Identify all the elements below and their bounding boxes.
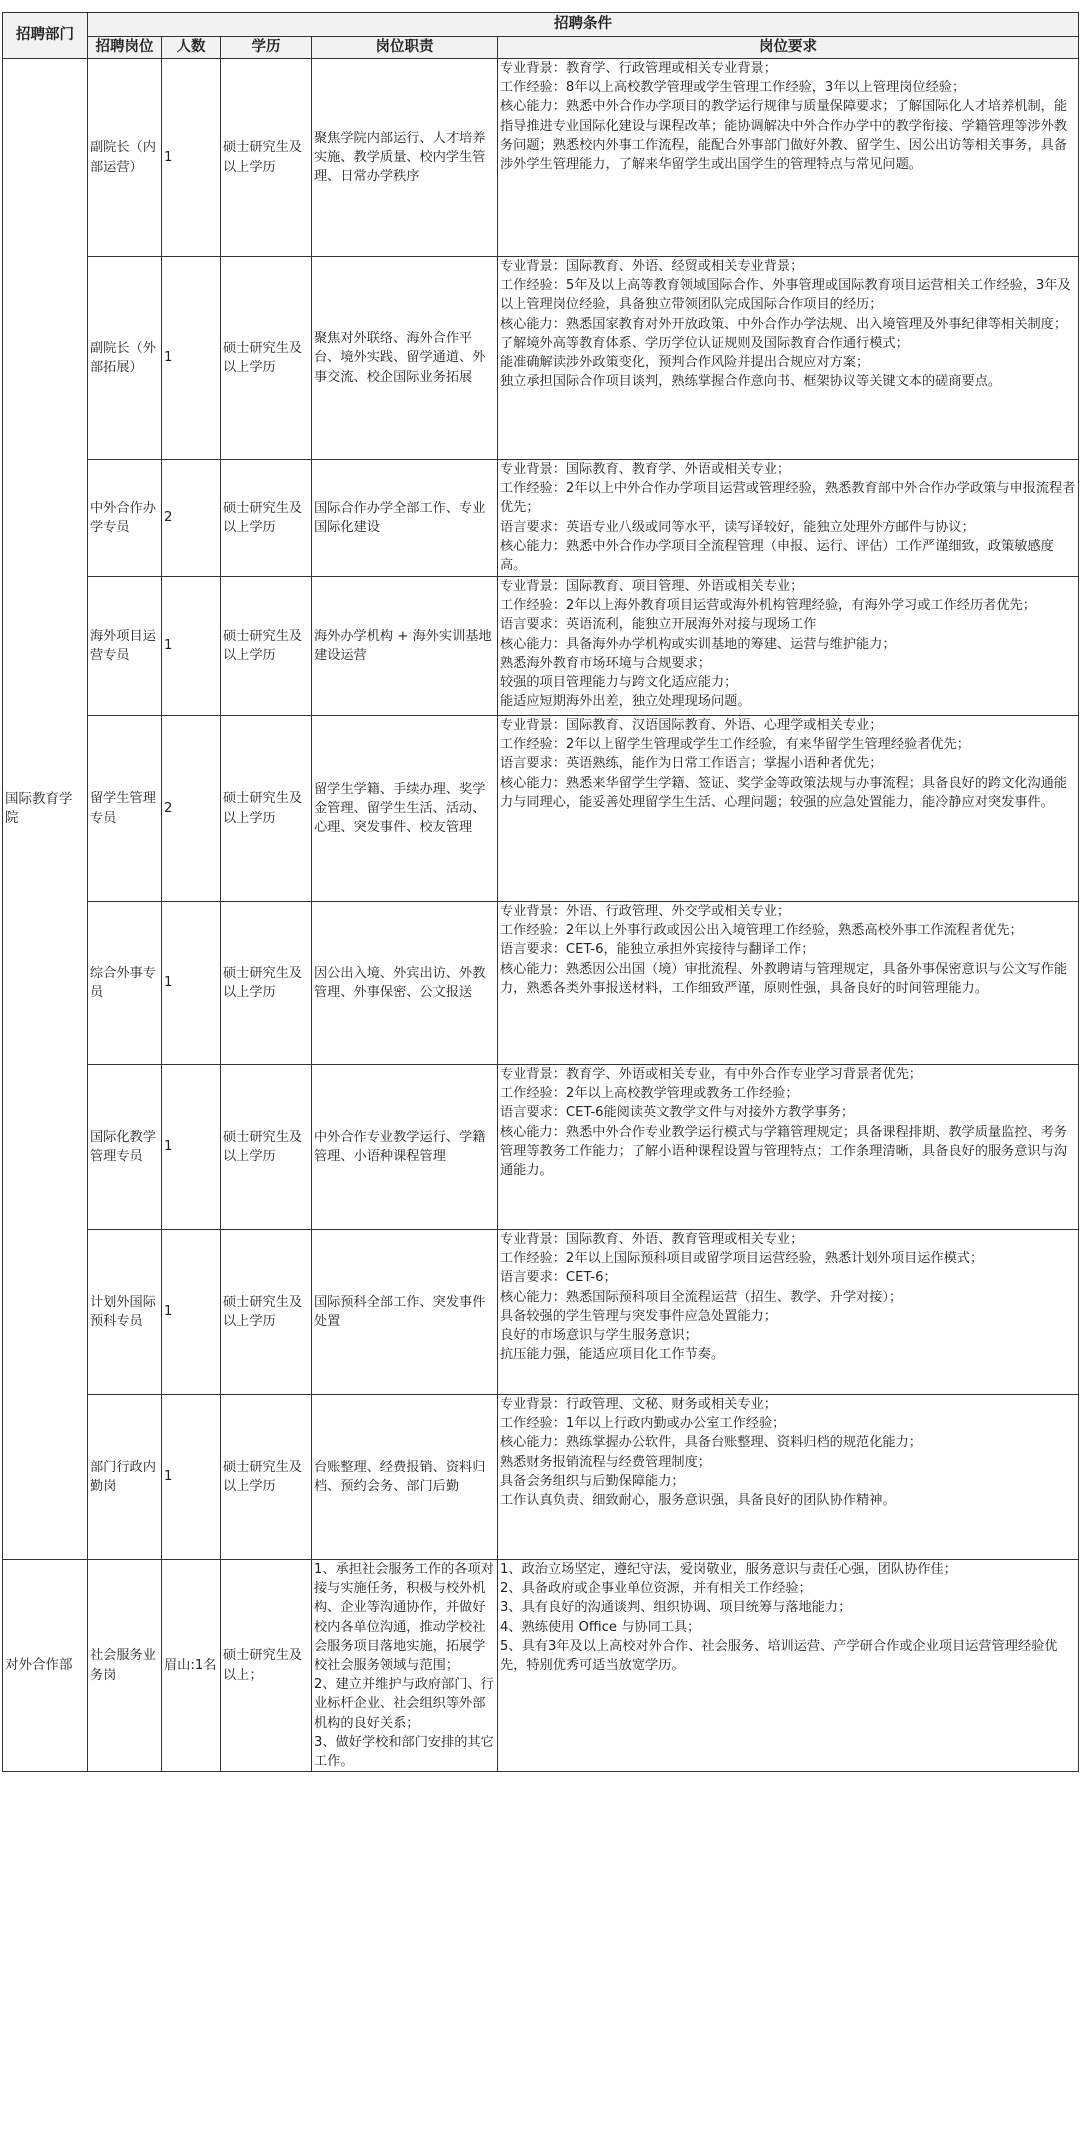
requirement-line: 语言要求：英语熟练，能作为日常工作语言；掌握小语种者优先； bbox=[500, 756, 883, 772]
requirements-cell bbox=[498, 716, 1079, 902]
duties-cell: 聚焦对外联络、海外合作平台、境外实践、留学通道、外事交流、校企国际业务拓展 bbox=[312, 257, 498, 460]
requirement-line: 核心能力：具备海外办学机构或实训基地的筹建、运营与维护能力； bbox=[500, 636, 896, 652]
requirement-line: 抗压能力强，能适应项目化工作节奏。 bbox=[500, 1347, 725, 1363]
requirement-line: 良好的市场意识与学生服务意识； bbox=[500, 1328, 698, 1344]
position-cell: 综合外事专员 bbox=[88, 902, 162, 1065]
education-cell: 硕士研究生及以上学历 bbox=[221, 1230, 312, 1395]
position-cell: 中外合作办学专员 bbox=[88, 460, 162, 577]
duties-cell: 聚焦学院内部运行、人才培养实施、教学质量、校内学生管理、日常办学秩序 bbox=[312, 59, 498, 257]
requirement-line: 工作经验：8年以上高校教学管理或学生管理工作经验，3年以上管理岗位经验； bbox=[500, 80, 966, 96]
duty-line: 3、做好学校和部门安排的其它工作。 bbox=[314, 1734, 494, 1770]
education-cell: 硕士研究生及以上学历 bbox=[221, 257, 312, 460]
requirement-line: 核心能力：熟悉国家教育对外开放政策、中外合作办学法规、出入境管理及外事纪律等相关制度； bbox=[500, 316, 1068, 332]
duties-cell: 留学生学籍、手续办理、奖学金管理、留学生生活、活动、心理、突发事件、校友管理 bbox=[312, 716, 498, 902]
position-cell: 计划外国际预科专员 bbox=[88, 1230, 162, 1395]
table-row bbox=[3, 257, 1079, 460]
count-cell: 眉山:1名 bbox=[162, 1560, 221, 1772]
requirement-line: 专业背景：国际教育、教育学、外语或相关专业； bbox=[500, 462, 791, 477]
education-cell: 硕士研究生及以上学历 bbox=[221, 59, 312, 257]
requirement-line: 独立承担国际合作项目谈判，熟练掌握合作意向书、框架协议等关键文本的磋商要点。 bbox=[500, 374, 1002, 390]
table-row bbox=[3, 1230, 1079, 1395]
table-row bbox=[3, 1065, 1079, 1230]
requirement-line: 专业背景：外语、行政管理、外交学或相关专业； bbox=[500, 904, 791, 919]
requirement-line: 工作经验：2年以上国际预科项目或留学项目运营经验，熟悉计划外项目运作模式； bbox=[500, 1251, 984, 1267]
table-row bbox=[3, 716, 1079, 902]
education-cell: 硕士研究生及以上； bbox=[221, 1560, 312, 1772]
requirement-line: 核心能力：熟练掌握办公软件，具备台账整理、资料归档的规范化能力； bbox=[500, 1435, 922, 1451]
requirement-line: 核心能力：熟悉因公出国（境）审批流程、外教聘请与管理规定，具备外事保密意识与公文写作能力，熟悉各类外事报送材料，工作细致严谨，原则性强，具备良好的时间管理能力。 bbox=[500, 961, 1068, 996]
table-row bbox=[3, 902, 1079, 1065]
requirement-line: 专业背景：国际教育、外语、经贸或相关专业背景； bbox=[500, 259, 804, 274]
requirements-cell bbox=[498, 1065, 1079, 1230]
header-education: 学历 bbox=[221, 37, 312, 59]
position-cell: 部门行政内勤岗 bbox=[88, 1395, 162, 1560]
requirement-line: 核心能力：熟悉中外合作办学项目全流程管理（申报、运行、评估）工作严谨细致，政策敏感度高。 bbox=[500, 538, 1054, 574]
requirement-line: 4、熟练使用 Office 与协同工具； bbox=[500, 1619, 701, 1635]
requirements-cell bbox=[498, 59, 1079, 257]
requirement-line: 语言要求：CET-6，能独立承担外宾接待与翻译工作； bbox=[500, 942, 815, 958]
requirement-line: 能准确解读涉外政策变化，预判合作风险并提出合规应对方案； bbox=[500, 355, 870, 371]
header-requirements: 岗位要求 bbox=[498, 37, 1079, 59]
table-row bbox=[3, 1560, 1079, 1772]
requirement-line: 专业背景：国际教育、汉语国际教育、外语、心理学或相关专业； bbox=[500, 718, 883, 733]
dept-cell: 对外合作部 bbox=[3, 1560, 88, 1772]
count-cell: 1 bbox=[162, 577, 221, 716]
requirement-line: 语言要求：CET-6； bbox=[500, 1270, 617, 1286]
duties-cell bbox=[312, 1560, 498, 1772]
requirement-line: 具备较强的学生管理与突发事件应急处置能力； bbox=[500, 1308, 777, 1324]
requirement-line: 了解境外高等教育体系、学历学位认证规则及国际教育合作通行模式； bbox=[500, 335, 909, 351]
requirements-cell bbox=[498, 577, 1079, 716]
duties-cell: 国际合作办学全部工作、专业国际化建设 bbox=[312, 460, 498, 577]
duties-cell: 中外合作专业教学运行、学籍管理、小语种课程管理 bbox=[312, 1065, 498, 1230]
position-cell: 社会服务业务岗 bbox=[88, 1560, 162, 1772]
requirement-line: 专业背景：行政管理、文秘、财务或相关专业； bbox=[500, 1397, 777, 1412]
requirement-line: 工作认真负责、细致耐心，服务意识强，具备良好的团队协作精神。 bbox=[500, 1493, 896, 1509]
duty-line: 1、承担社会服务工作的各项对接与实施任务，积极与校外机构、企业等沟通协作，并做好校内各单位沟通，推动学校社会服务项目落地实施，拓展学校社会服务领域与范围； bbox=[314, 1562, 494, 1674]
requirement-line: 专业背景：国际教育、外语、教育管理或相关专业； bbox=[500, 1232, 804, 1247]
count-cell: 1 bbox=[162, 1395, 221, 1560]
education-cell: 硕士研究生及以上学历 bbox=[221, 577, 312, 716]
education-cell: 硕士研究生及以上学历 bbox=[221, 716, 312, 902]
requirement-line: 具备会务组织与后勤保障能力； bbox=[500, 1473, 685, 1489]
requirement-line: 专业背景：教育学、外语或相关专业，有中外合作专业学习背景者优先； bbox=[500, 1067, 922, 1082]
requirement-line: 专业背景：国际教育、项目管理、外语或相关专业； bbox=[500, 579, 804, 594]
count-cell: 1 bbox=[162, 1065, 221, 1230]
duties-cell: 因公出入境、外宾出访、外教管理、外事保密、公文报送 bbox=[312, 902, 498, 1065]
table-row bbox=[3, 460, 1079, 577]
requirements-cell bbox=[498, 1230, 1079, 1395]
recruitment-table bbox=[2, 12, 1079, 1772]
count-cell: 1 bbox=[162, 59, 221, 257]
header-position: 招聘岗位 bbox=[88, 37, 162, 59]
requirement-line: 工作经验：2年以上高校教学管理或教务工作经验； bbox=[500, 1086, 799, 1102]
count-cell: 1 bbox=[162, 1230, 221, 1395]
requirement-line: 工作经验：2年以上中外合作办学项目运营或管理经验，熟悉教育部中外合作办学政策与申报流程者优先； bbox=[500, 481, 1076, 516]
requirement-line: 3、具有良好的沟通谈判、组织协调、项目统筹与落地能力； bbox=[500, 1600, 852, 1616]
requirement-line: 核心能力：熟悉中外合作专业教学运行模式与学籍管理规定；具备课程排期、教学质量监控、考务管理等教务工作能力；了解小语种课程设置与管理特点；工作条理清晰，具备良好的服务意识与沟通能力。 bbox=[500, 1124, 1068, 1179]
requirement-line: 语言要求：英语流利，能独立开展海外对接与现场工作 bbox=[500, 617, 817, 633]
requirement-line: 核心能力：熟悉国际预科项目全流程运营（招生、教学、升学对接）； bbox=[500, 1289, 903, 1305]
position-cell: 海外项目运营专员 bbox=[88, 577, 162, 716]
position-cell: 副院长（外部拓展） bbox=[88, 257, 162, 460]
dept-cell: 国际教育学院 bbox=[3, 59, 88, 1560]
requirement-line: 专业背景：教育学、行政管理或相关专业背景； bbox=[500, 61, 777, 76]
table-row bbox=[3, 577, 1079, 716]
requirement-line: 核心能力：熟悉来华留学生学籍、签证、奖学金等政策法规与办事流程；具备良好的跨文化沟通能力与同理心，能妥善处理留学生生活、心理问题；较强的应急处置能力，能冷静应对突发事件。 bbox=[500, 775, 1068, 810]
duty-line: 2、建立并维护与政府部门、行业标杆企业、社会组织等外部机构的良好关系； bbox=[314, 1677, 494, 1731]
requirement-line: 语言要求：英语专业八级或同等水平，读写译较好，能独立处理外方邮件与协议； bbox=[500, 519, 975, 535]
requirements-cell bbox=[498, 1395, 1079, 1560]
requirement-line: 5、具有3年及以上高校对外合作、社会服务、培训运营、产学研合作或企业项目运营管理经验优先，特别优秀可适当放宽学历。 bbox=[500, 1638, 1058, 1674]
header-conditions: 招聘条件 bbox=[88, 13, 1079, 37]
requirements-cell bbox=[498, 1560, 1079, 1772]
requirement-line: 语言要求：CET-6能阅读英文教学文件与对接外方教学事务； bbox=[500, 1105, 855, 1121]
requirement-line: 工作经验：1年以上行政内勤或办公室工作经验； bbox=[500, 1416, 786, 1432]
duties-cell: 国际预科全部工作、突发事件处置 bbox=[312, 1230, 498, 1395]
count-cell: 1 bbox=[162, 257, 221, 460]
requirement-line: 熟悉财务报销流程与经费管理制度； bbox=[500, 1454, 711, 1470]
count-cell: 2 bbox=[162, 716, 221, 902]
duties-cell: 海外办学机构 + 海外实训基地建设运营 bbox=[312, 577, 498, 716]
table-row bbox=[3, 59, 1079, 257]
requirement-line: 核心能力：熟悉中外合作办学项目的教学运行规律与质量保障要求；了解国际化人才培养机制，能指导推进专业国际化建设与课程改革；能协调解决中外合作办学中的教学衔接、学籍管理等涉外教务问题；熟悉校内外事工作流程，能配合外事部门做好外教、留学生、因公出访等相关事务，具备涉外学生管理能力，了解来华留学生或出国学生的管理特点与常见问题。 bbox=[500, 99, 1068, 173]
table-row bbox=[3, 1395, 1079, 1560]
header-dept: 招聘部门 bbox=[3, 13, 88, 59]
position-cell: 副院长（内部运营） bbox=[88, 59, 162, 257]
requirement-line: 2、具备政府或企事业单位资源，并有相关工作经验； bbox=[500, 1581, 812, 1597]
count-cell: 2 bbox=[162, 460, 221, 577]
requirement-line: 1、政治立场坚定，遵纪守法，爱岗敬业，服务意识与责任心强，团队协作佳； bbox=[500, 1562, 957, 1577]
requirement-line: 工作经验：2年以上外事行政或因公出入境管理工作经验，熟悉高校外事工作流程者优先； bbox=[500, 923, 1023, 939]
requirements-cell bbox=[498, 460, 1079, 577]
requirement-line: 较强的项目管理能力与跨文化适应能力； bbox=[500, 675, 738, 691]
requirement-line: 工作经验：2年以上留学生管理或学生工作经验，有来华留学生管理经验者优先； bbox=[500, 737, 970, 753]
table-body bbox=[3, 59, 1079, 1772]
education-cell: 硕士研究生及以上学历 bbox=[221, 902, 312, 1065]
requirements-cell bbox=[498, 902, 1079, 1065]
education-cell: 硕士研究生及以上学历 bbox=[221, 1065, 312, 1230]
requirements-cell bbox=[498, 257, 1079, 460]
education-cell: 硕士研究生及以上学历 bbox=[221, 460, 312, 577]
education-cell: 硕士研究生及以上学历 bbox=[221, 1395, 312, 1560]
requirement-line: 工作经验：5年及以上高等教育领域国际合作、外事管理或国际教育项目运营相关工作经验，3年及以上管理岗位经验，具备独立带领团队完成国际合作项目的经历； bbox=[500, 278, 1071, 313]
requirement-line: 工作经验：2年以上海外教育项目运营或海外机构管理经验，有海外学习或工作经历者优先； bbox=[500, 598, 1036, 614]
header-count: 人数 bbox=[162, 37, 221, 59]
requirement-line: 能适应短期海外出差，独立处理现场问题。 bbox=[500, 694, 751, 710]
position-cell: 留学生管理专员 bbox=[88, 716, 162, 902]
position-cell: 国际化教学管理专员 bbox=[88, 1065, 162, 1230]
requirement-line: 熟悉海外教育市场环境与合规要求； bbox=[500, 655, 711, 671]
header-duties: 岗位职责 bbox=[312, 37, 498, 59]
count-cell: 1 bbox=[162, 902, 221, 1065]
duties-cell: 台账整理、经费报销、资料归档、预约会务、部门后勤 bbox=[312, 1395, 498, 1560]
